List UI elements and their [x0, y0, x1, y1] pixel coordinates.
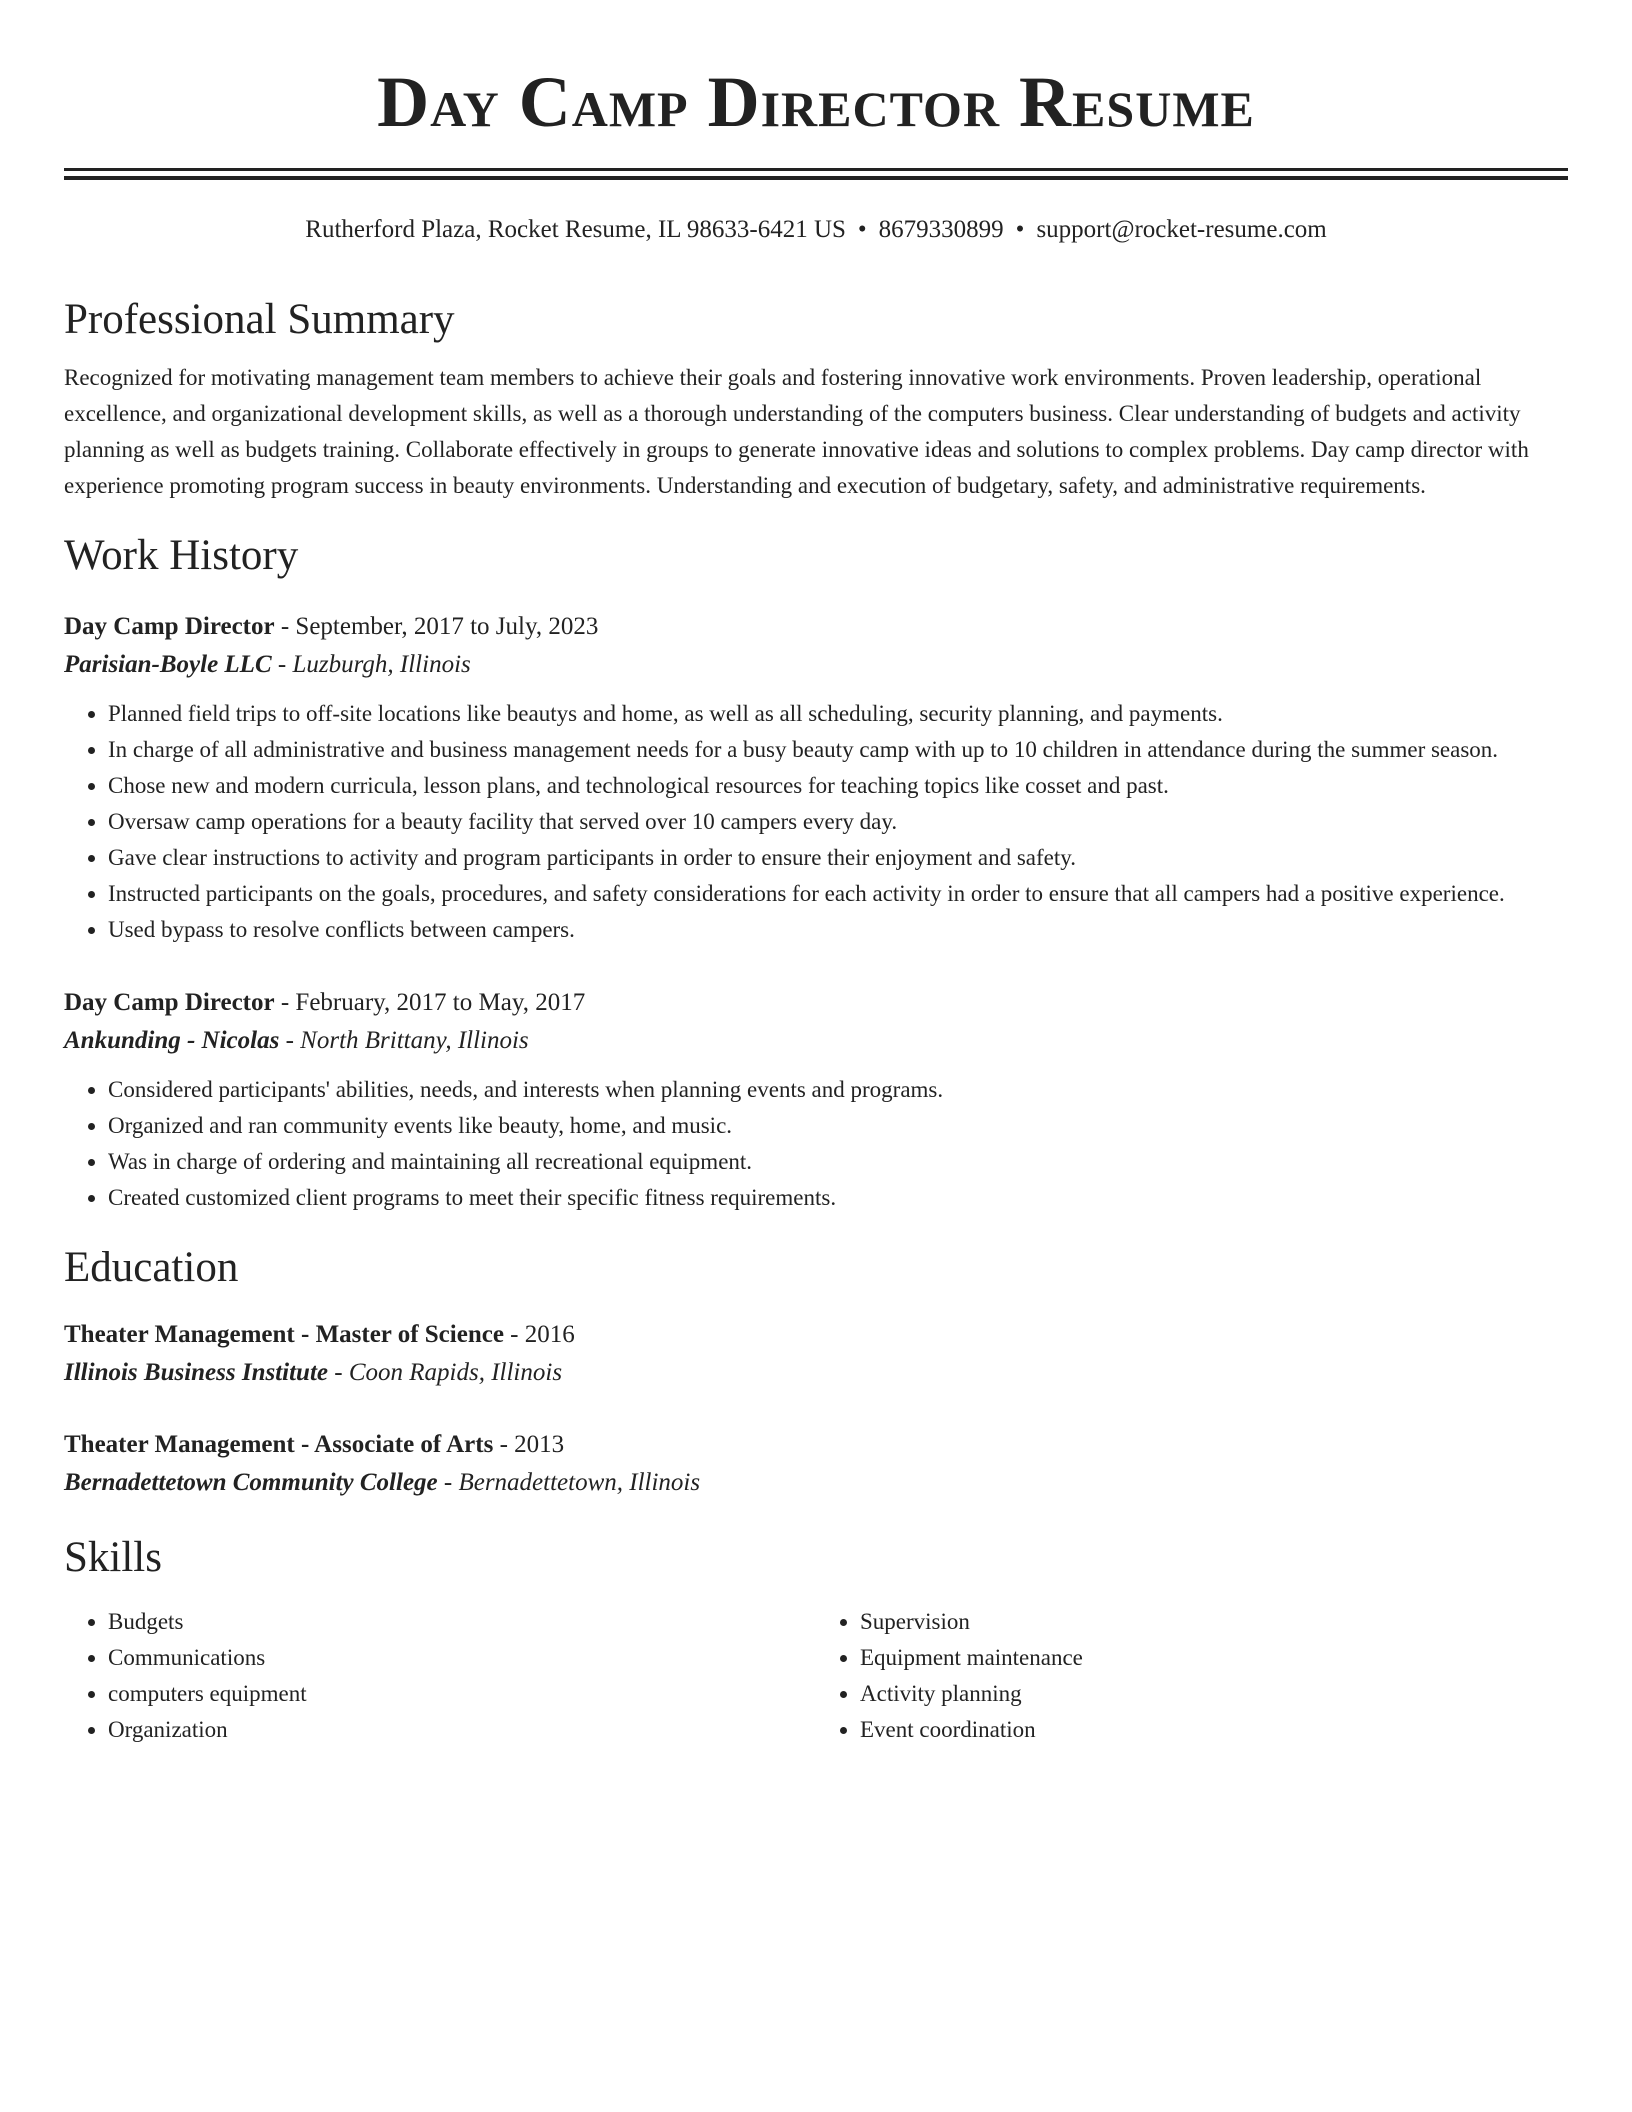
list-item: • Was in charge of ordering and maintaining all recreational equipment. [108, 1144, 1568, 1180]
list-item: • Planned field trips to off-site locations like beautys and home, as well as all scheduling, security planning, and payments. [108, 696, 1568, 732]
skill-item: • Event coordination [860, 1712, 1568, 1748]
job-company-line [64, 1022, 1568, 1060]
contact-line [64, 212, 1568, 248]
skill-item: • Budgets [108, 1604, 816, 1640]
school-location: - Coon Rapids, Illinois [328, 1359, 563, 1386]
degree: Theater Management - Associate of Arts [64, 1431, 494, 1458]
contact-address: Rutherford Plaza, Rocket Resume, IL 98633-6421 US [305, 216, 846, 243]
list-item: • Chose new and modern curricula, lesson plans, and technological resources for teaching topics like cosset and past. [108, 768, 1568, 804]
school-location: - Bernadettetown, Illinois [437, 1469, 701, 1496]
summary-heading: Professional Summary [64, 296, 455, 343]
job-company: Ankunding - Nicolas [64, 1027, 280, 1054]
skills-heading: Skills [64, 1534, 162, 1581]
school-line [64, 1464, 1568, 1502]
job-bullets [64, 1072, 1568, 1216]
skills-columns [64, 1604, 1568, 1748]
resume-title: Day Camp Director Resume [377, 62, 1255, 142]
job-title-line [64, 608, 1568, 646]
list-item: • Gave clear instructions to activity and program participants in order to ensure their enjoyment and safety. [108, 840, 1568, 876]
skills-list-right [816, 1604, 1568, 1748]
education-entry [64, 1316, 1568, 1392]
list-item: • Oversaw camp operations for a beauty facility that served over 10 campers every day. [108, 804, 1568, 840]
job-company: Parisian-Boyle LLC [64, 651, 272, 678]
job-dates: - September, 2017 to July, 2023 [274, 613, 599, 640]
job-location: - North Brittany, Illinois [279, 1027, 529, 1054]
job-title: Day Camp Director [64, 613, 275, 640]
job-entry [64, 608, 1568, 948]
contact-phone: 8679330899 [878, 216, 1004, 243]
title-rule-bottom [64, 176, 1568, 180]
job-title-line [64, 984, 1568, 1022]
skill-item: • Activity planning [860, 1676, 1568, 1712]
list-item: • Instructed participants on the goals, procedures, and safety considerations for each activity in order to ensure that all campers had a positive experience. [108, 876, 1568, 912]
school: Bernadettetown Community College [64, 1469, 438, 1496]
list-item: • Organized and ran community events like beauty, home, and music. [108, 1108, 1568, 1144]
job-entry [64, 984, 1568, 1216]
skill-item: • Organization [108, 1712, 816, 1748]
degree-year: - 2016 [503, 1321, 575, 1348]
contact-separator: • [1015, 216, 1025, 243]
list-item: • In charge of all administrative and business management needs for a busy beauty camp with up to 10 children in attendance during the summer season. [108, 732, 1568, 768]
education-heading: Education [64, 1244, 239, 1291]
degree: Theater Management - Master of Science [64, 1321, 504, 1348]
degree-line [64, 1426, 1568, 1464]
list-item: • Created customized client programs to meet their specific fitness requirements. [108, 1180, 1568, 1216]
education-entry [64, 1426, 1568, 1502]
skill-item: • Supervision [860, 1604, 1568, 1640]
school: Illinois Business Institute [64, 1359, 329, 1386]
list-item: • Used bypass to resolve conflicts between campers. [108, 912, 1568, 948]
skills-list-left [64, 1604, 816, 1748]
title-rule-top [64, 168, 1568, 171]
skill-item: • Equipment maintenance [860, 1640, 1568, 1676]
summary-text: Recognized for motivating management team members to achieve their goals and fostering innovative work environments. Proven leadership, operational excellence, and organizational development skills, as well as a thorough understanding of the computers business. Clear understanding of budgets and activity planning as well as budgets training. Collaborate effectively in groups to generate innovative ideas and solutions to complex problems. Day camp director with experience promoting program success in beauty environments. Understanding and execution of budgetary, safety, and administrative requirements. [64, 365, 1529, 498]
job-title: Day Camp Director [64, 989, 275, 1016]
job-location: - Luzburgh, Illinois [271, 651, 471, 678]
school-line [64, 1354, 1568, 1392]
job-company-line [64, 646, 1568, 684]
work-history-heading: Work History [64, 532, 299, 579]
degree-line [64, 1316, 1568, 1354]
contact-email: support@rocket-resume.com [1036, 216, 1327, 243]
skill-item: • computers equipment [108, 1676, 816, 1712]
job-dates: - February, 2017 to May, 2017 [274, 989, 586, 1016]
skill-item: • Communications [108, 1640, 816, 1676]
job-bullets [64, 696, 1568, 948]
contact-separator: • [857, 216, 867, 243]
list-item: • Considered participants' abilities, needs, and interests when planning events and programs. [108, 1072, 1568, 1108]
degree-year: - 2013 [493, 1431, 565, 1458]
